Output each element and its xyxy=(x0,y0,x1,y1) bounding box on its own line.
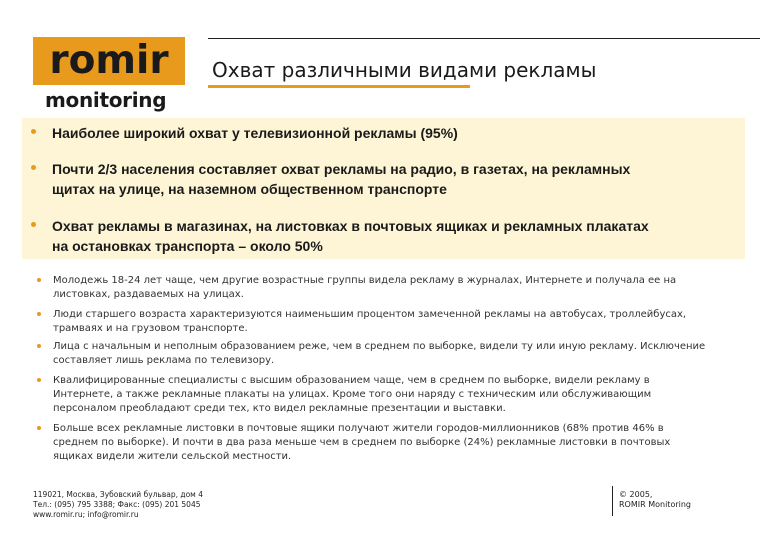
bullet-line: Лица с начальным и неполным образованием реже, чем в среднем по выборке, видели ту или иную рекламу. Исключение xyxy=(53,341,706,352)
footer-divider xyxy=(612,486,613,516)
logo-subtitle: monitoring xyxy=(45,88,167,112)
bullet-marker xyxy=(37,312,41,316)
bullet-line: составляет лишь реклама по телевизору. xyxy=(53,355,275,366)
bullet-marker xyxy=(37,378,41,382)
detail-bullet-2 xyxy=(53,308,723,336)
bullet-line: щитах на улице, на наземном общественном транспорте xyxy=(52,181,447,197)
contact-web: www.romir.ru; info@romir.ru xyxy=(33,510,139,519)
footer-address xyxy=(33,490,203,520)
highlight-bullet-2 xyxy=(52,159,630,199)
detail-bullet-3 xyxy=(53,340,723,368)
bullet-line: среднем по выборке). И почти в два раза меньше чем в среднем по выборке (24%) рекламные листовки в почтовых xyxy=(53,437,671,448)
bullet-marker xyxy=(37,344,41,348)
bullet-line: Квалифицированные специалисты с высшим образованием чаще, чем в среднем по выборке, видели рекламу в xyxy=(53,375,650,386)
bullet-line: Охват рекламы в магазинах, на листовках в почтовых ящиках и рекламных плакатах xyxy=(52,218,649,234)
bullet-marker xyxy=(31,129,36,134)
address-line: 119021, Москва, Зубовский бульвар, дом 4 xyxy=(33,490,203,499)
bullet-line: листовках, раздаваемых на улицах. xyxy=(53,289,244,300)
company-name: ROMIR Monitoring xyxy=(619,500,691,509)
bullet-line: Молодежь 18-24 лет чаще, чем другие возрастные группы видела рекламу в журналах, Интернете и получала ее на xyxy=(53,275,677,286)
contact-phone: Тел.: (095) 795 3388; Факс: (095) 201 5045 xyxy=(33,500,201,509)
bullet-marker xyxy=(37,426,41,430)
logo-block xyxy=(33,37,185,85)
bullet-line: Интернете, а также рекламные плакаты на улицах. Кроме того они наряду с техническим или обслуживающим xyxy=(53,389,652,400)
title-underline xyxy=(208,85,470,88)
bullet-line: трамваях и на грузовом транспорте. xyxy=(53,323,248,334)
bullet-marker xyxy=(37,278,41,282)
bullet-marker xyxy=(31,222,36,227)
detail-bullet-1 xyxy=(53,274,723,302)
bullet-line: Наиболее широкий охват у телевизионной рекламы (95%) xyxy=(52,125,458,141)
bullet-line: ящиках видели жители сельской местности. xyxy=(53,451,292,462)
bullet-line: Люди старшего возраста характеризуются наименьшим процентом замеченной рекламы на автобусах, троллейбусах, xyxy=(53,309,687,320)
footer-copyright xyxy=(619,490,691,510)
page-title: Охват различными видами рекламы xyxy=(212,58,597,82)
bullet-line: персоналом преобладают среди тех, кто видел рекламные презентации и выставки. xyxy=(53,403,506,414)
logo-brand: romir xyxy=(49,38,169,83)
bullet-line: Больше всех рекламные листовки в почтовые ящики получают жители городов-миллионников (68% против 46% в xyxy=(53,423,664,434)
highlight-bullet-1 xyxy=(52,123,458,143)
header-rule xyxy=(208,38,760,39)
bullet-marker xyxy=(31,165,36,170)
detail-bullet-4 xyxy=(53,374,723,416)
detail-bullet-5 xyxy=(53,422,723,464)
bullet-line: Почти 2/3 населения составляет охват рекламы на радио, в газетах, на рекламных xyxy=(52,161,631,177)
highlight-bullet-3 xyxy=(52,216,649,256)
bullet-line: на остановках транспорта – около 50% xyxy=(52,238,323,254)
copyright-line: © 2005, xyxy=(619,490,653,499)
